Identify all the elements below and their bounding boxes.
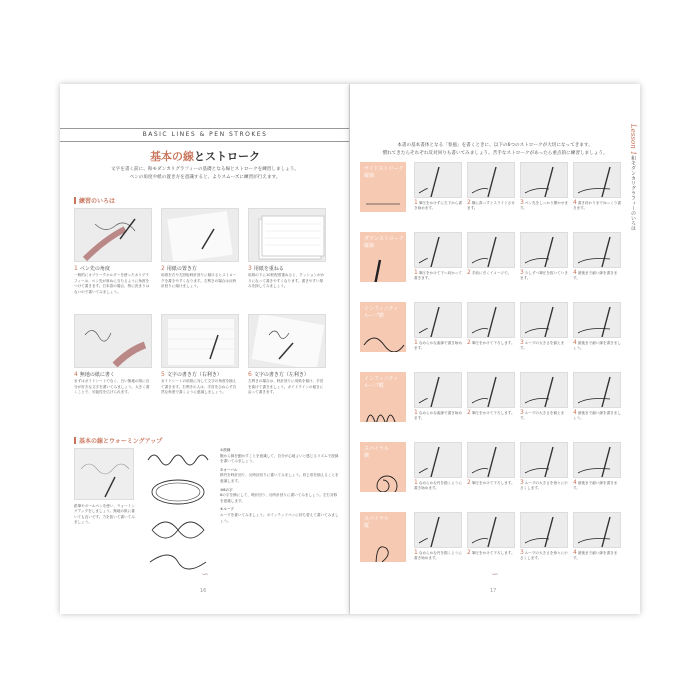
photo-left-handed — [248, 314, 326, 368]
stroke-row — [360, 442, 622, 506]
stroke-label — [360, 442, 406, 492]
stroke-label-title: インフィニティ — [364, 376, 399, 382]
stroke-step — [414, 512, 462, 561]
step-photo — [520, 162, 568, 198]
caption-6: 6 文字の書き方（左利き） 左利きの場合は、時計回りに用紙を傾け、手首を曲げて書きましょう。ガイドラインの傾きに沿って書きます。 — [248, 371, 324, 395]
stroke-label-sub: 縦 — [364, 523, 370, 529]
step-caption — [520, 410, 568, 421]
step-number: 1 — [414, 339, 418, 346]
step-text: ループの大きさを徐々に小さくします。 — [520, 551, 568, 560]
stroke-step — [573, 442, 621, 491]
step-text: 筆圧をかけて下ろします。 — [471, 551, 515, 555]
step-number: 1 — [414, 549, 418, 556]
step-photo — [520, 372, 568, 408]
step-caption — [414, 200, 462, 211]
caption-3: 3 用紙を重ねる 用紙の下に10枚程度重ねると、クッションがわりになって書きやすくなります。書きやすい厚みを探してみましょう。 — [248, 265, 325, 289]
step-photo — [520, 302, 568, 338]
left-page — [60, 84, 350, 614]
warmup-list — [220, 448, 340, 527]
step-photo — [573, 302, 621, 338]
stroke-step — [520, 162, 568, 211]
step-caption — [467, 550, 515, 556]
step-photo — [573, 512, 621, 548]
step-photo — [467, 232, 515, 268]
step-photo — [467, 302, 515, 338]
step-photo — [467, 372, 515, 408]
step-number: 2 — [467, 549, 471, 556]
step-text: なめらかな円を描くように書き始めます。 — [414, 481, 462, 490]
step-number: 4 — [573, 199, 577, 206]
photo-plain-paper — [74, 314, 152, 368]
heading-rest: とストローク — [194, 150, 260, 163]
step-text: 横に真っすぐスライドさせます。 — [467, 201, 515, 210]
stroke-step — [573, 372, 621, 421]
step-caption — [414, 270, 462, 281]
step-caption — [414, 550, 462, 561]
step-photo — [414, 232, 462, 268]
stroke-step — [520, 512, 568, 561]
stroke-label-sub: ループ横 — [364, 313, 384, 319]
step-photo — [573, 232, 621, 268]
step-photo — [414, 302, 462, 338]
stroke-row — [360, 302, 622, 366]
photo-paper-placement — [161, 208, 239, 262]
step-number: 3 — [520, 199, 524, 206]
side-tab-text: 和モダンカリグラフィーのいろは — [630, 155, 636, 231]
step-caption — [573, 550, 621, 561]
step-photo — [414, 162, 462, 198]
step-caption — [520, 200, 568, 211]
section-heading-warmup: 基本の線とウォーミングアップ — [74, 436, 162, 445]
stroke-step — [467, 512, 515, 556]
step-text: 筆圧をかけて下へ向かって書きます。 — [414, 271, 462, 280]
warmup-item-3: ③8の字 8の字を横にして、時計回り、反時計回りに書いてみましょう。左右対称を意識します。 — [220, 487, 338, 503]
stroke-step — [520, 302, 568, 351]
stroke-label-title: サイドストローク — [364, 166, 404, 172]
step-text: 筆圧をかけて下ろします。 — [471, 481, 515, 485]
stroke-step — [414, 372, 462, 421]
warmup-item-1: ①波線 腕から線を動かすことを意識して、自分が心地よいと感じるリズムで波線を書いてみましょう。 — [220, 448, 339, 464]
step-text: 最後まで細い線を書きます。 — [573, 551, 618, 560]
ornament-right: ∽ — [491, 570, 499, 580]
step-number: 3 — [520, 339, 524, 346]
step-caption — [573, 480, 621, 491]
photo-right-handed — [161, 314, 239, 368]
stroke-glyph — [360, 180, 406, 212]
stroke-step — [573, 512, 621, 561]
step-text: 手前に引くイメージで。 — [471, 271, 512, 275]
step-number: 2 — [467, 269, 471, 276]
caption-5: 5 文字の書き方（右利き） ガイドシートの用紙に対して文字の角度を揃えて書きます。右利きの人は、手首をひねらず自然な角度で書くように意識しましょう。 — [161, 371, 237, 395]
photo-stacked-paper — [248, 208, 326, 262]
step-text: 筆圧をかけて下ろします。 — [471, 341, 515, 345]
stroke-label — [360, 162, 406, 212]
step-caption — [520, 270, 568, 281]
stroke-step — [414, 232, 462, 281]
step-photo — [573, 162, 621, 198]
step-caption — [414, 480, 462, 491]
stroke-step — [467, 162, 515, 211]
step-text: ループの大きさを揃えます。 — [520, 341, 565, 350]
step-photo — [414, 512, 462, 548]
stroke-label — [360, 372, 406, 422]
stroke-row — [360, 512, 622, 576]
step-photo — [414, 372, 462, 408]
step-photo — [520, 512, 568, 548]
step-text: なめらかな曲線で書き始めます。 — [414, 341, 462, 350]
step-text: ループの大きさを揃えます。 — [520, 411, 565, 420]
step-text: 筆圧をかけて下ろします。 — [471, 411, 515, 415]
step-number: 2 — [467, 409, 471, 416]
page-number-right: 17 — [490, 588, 497, 594]
stroke-label-sub: 縦線 — [364, 173, 375, 179]
page-number-left: 16 — [200, 588, 207, 594]
step-caption — [414, 340, 462, 351]
stroke-step — [414, 162, 462, 211]
step-number: 4 — [573, 269, 577, 276]
side-tab-script: Lesson 1 — [629, 124, 637, 156]
section-heading-basics: 練習のいろは — [74, 196, 115, 205]
step-caption — [467, 270, 515, 276]
step-photo — [573, 372, 621, 408]
step-caption — [573, 410, 621, 421]
step-text: 最後まで細い線を書きます。 — [573, 271, 618, 280]
caption-2: 2 用紙の置き方 用紙を右や左回転時計回りに傾けるとストロークを書きやすくなります。左利きの場合は反時計回りに傾けましょう。 — [161, 265, 237, 289]
warmup-item-2: ②オーバル 楕円を時計回り、反時計回りに書いてみましょう。同じ形を揃えることを意識します。 — [220, 467, 339, 483]
stroke-label-title: スパイラル — [364, 446, 389, 452]
stroke-step — [414, 302, 462, 351]
step-number: 2 — [467, 339, 471, 346]
step-caption — [467, 410, 515, 416]
step-number: 4 — [573, 409, 577, 416]
stroke-step — [520, 372, 568, 421]
step-text: なめらかな曲線で書き始めます。 — [414, 411, 462, 420]
step-text: ペン先をしっかり開かせます。 — [520, 201, 568, 210]
warmup-item-4: ④ループ ループを書いてみましょう。ポインテッドペンに持ち替えて書いてみましょう。 — [220, 507, 339, 523]
step-number: 1 — [414, 479, 418, 486]
step-text: 少しずつ筆圧を抜いていきます。 — [520, 271, 568, 280]
step-caption — [520, 480, 568, 491]
step-caption — [520, 340, 568, 351]
warmup-strokes-illustration — [144, 446, 214, 586]
step-caption — [467, 480, 515, 486]
step-photo — [414, 442, 462, 478]
right-intro-text: 本書の基本書体となる「春風」を書くときに、以下の6つのストロークが大切になってきます。 慣れてきたらそれぞれ反対回りも書いてみましょう。苦手なストロークがあったら重点的に練習しましょう。 — [382, 143, 608, 156]
step-photo — [467, 442, 515, 478]
step-text: ループの大きさを徐々に小さくします。 — [520, 481, 568, 490]
stroke-step — [414, 442, 462, 491]
stroke-label-title: ダウンストローク — [364, 236, 404, 242]
stroke-glyph — [360, 390, 406, 422]
step-number: 3 — [520, 409, 524, 416]
step-photo — [467, 512, 515, 548]
step-number: 1 — [414, 199, 418, 206]
ornament: ∽ — [201, 570, 209, 580]
stroke-label-title: インフィニティ — [364, 306, 399, 312]
stroke-step — [467, 372, 515, 416]
step-caption — [573, 340, 621, 351]
stroke-step — [520, 232, 568, 281]
stroke-row — [360, 162, 622, 226]
step-text: 筆圧をかけずに左下から書き始めます。 — [414, 201, 462, 210]
caption-1: 1 ペン先の角度 一般的にオブリークホルダーを使ったカリグラフィーは、ペン先が斜めに当たるように角度をつけて書きます。日本語の場合、特に決まりはないので書いてみましょう。 — [74, 265, 150, 294]
heading-accent: 基本の線 — [150, 150, 194, 163]
step-photo — [520, 442, 568, 478]
right-page — [350, 84, 640, 614]
step-text: 最後まで細い線を書きます。 — [573, 481, 618, 490]
step-text: 書き終わりまでゆっくり書きます。 — [573, 201, 621, 210]
stroke-glyph — [360, 250, 406, 282]
caption-4: 4 無地の紙に書く まずはガイドシートでなく、白い無地の紙に自分が好きな文字を書いてみましょう。大きく書くことで、可能性を広げられます。 — [74, 371, 150, 395]
stroke-step — [573, 162, 621, 211]
side-tab — [624, 124, 636, 230]
step-number: 2 — [467, 199, 471, 206]
stroke-row — [360, 372, 622, 436]
step-caption — [414, 410, 462, 421]
section-title-bar: BASIC LINES & PEN STROKES — [60, 128, 350, 142]
stroke-step — [467, 302, 515, 346]
stroke-label-sub: ループ縦 — [364, 383, 384, 389]
stroke-step — [467, 232, 515, 276]
step-photo — [467, 162, 515, 198]
step-number: 1 — [414, 409, 418, 416]
step-number: 4 — [573, 339, 577, 346]
stroke-step — [573, 232, 621, 281]
step-number: 4 — [573, 479, 577, 486]
step-photo — [573, 442, 621, 478]
stroke-label-title: スパイラル — [364, 516, 389, 522]
stroke-step — [467, 442, 515, 486]
page-heading — [60, 148, 350, 164]
stroke-step — [573, 302, 621, 351]
stroke-label — [360, 302, 406, 352]
step-caption — [573, 270, 621, 281]
step-number: 1 — [414, 269, 418, 276]
step-number: 2 — [467, 479, 471, 486]
step-photo — [520, 232, 568, 268]
stroke-label-sub: 横 — [364, 453, 370, 459]
stroke-row — [360, 232, 622, 296]
stroke-label-sub: 縦線 — [364, 243, 375, 249]
intro-text: 文字を書く前に、和モダンカリグラフィーの基礎となる線とストロークを練習しましょう。 ペンの角度や紙の置き方を意識すると、よりスムーズに練習が行えます。 — [111, 167, 299, 180]
step-number: 3 — [520, 479, 524, 486]
stroke-glyph — [360, 320, 406, 352]
warmup-caption: 鉛筆やボールペンを使い、ウォーミングアップをしましょう。無地の紙に書いても良いです。力を抜いて書いてみましょう。 — [74, 504, 135, 525]
step-caption — [467, 200, 515, 211]
stroke-label — [360, 232, 406, 282]
stroke-step — [520, 442, 568, 491]
stroke-glyph — [360, 530, 406, 562]
step-caption — [520, 550, 568, 561]
stroke-glyph — [360, 460, 406, 492]
stroke-label — [360, 512, 406, 562]
step-number: 3 — [520, 549, 524, 556]
photo-warmup — [74, 448, 134, 500]
step-number: 3 — [520, 269, 524, 276]
step-number: 4 — [573, 549, 577, 556]
photo-pen-angle — [74, 208, 152, 262]
step-caption — [573, 200, 621, 211]
step-text: なめらかな円を描くように書き始めます。 — [414, 551, 462, 560]
step-caption — [467, 340, 515, 346]
step-text: 最後まで細い線を書きましょう。 — [573, 411, 621, 420]
step-text: 最後まで細い線を書きましょう。 — [573, 341, 621, 350]
